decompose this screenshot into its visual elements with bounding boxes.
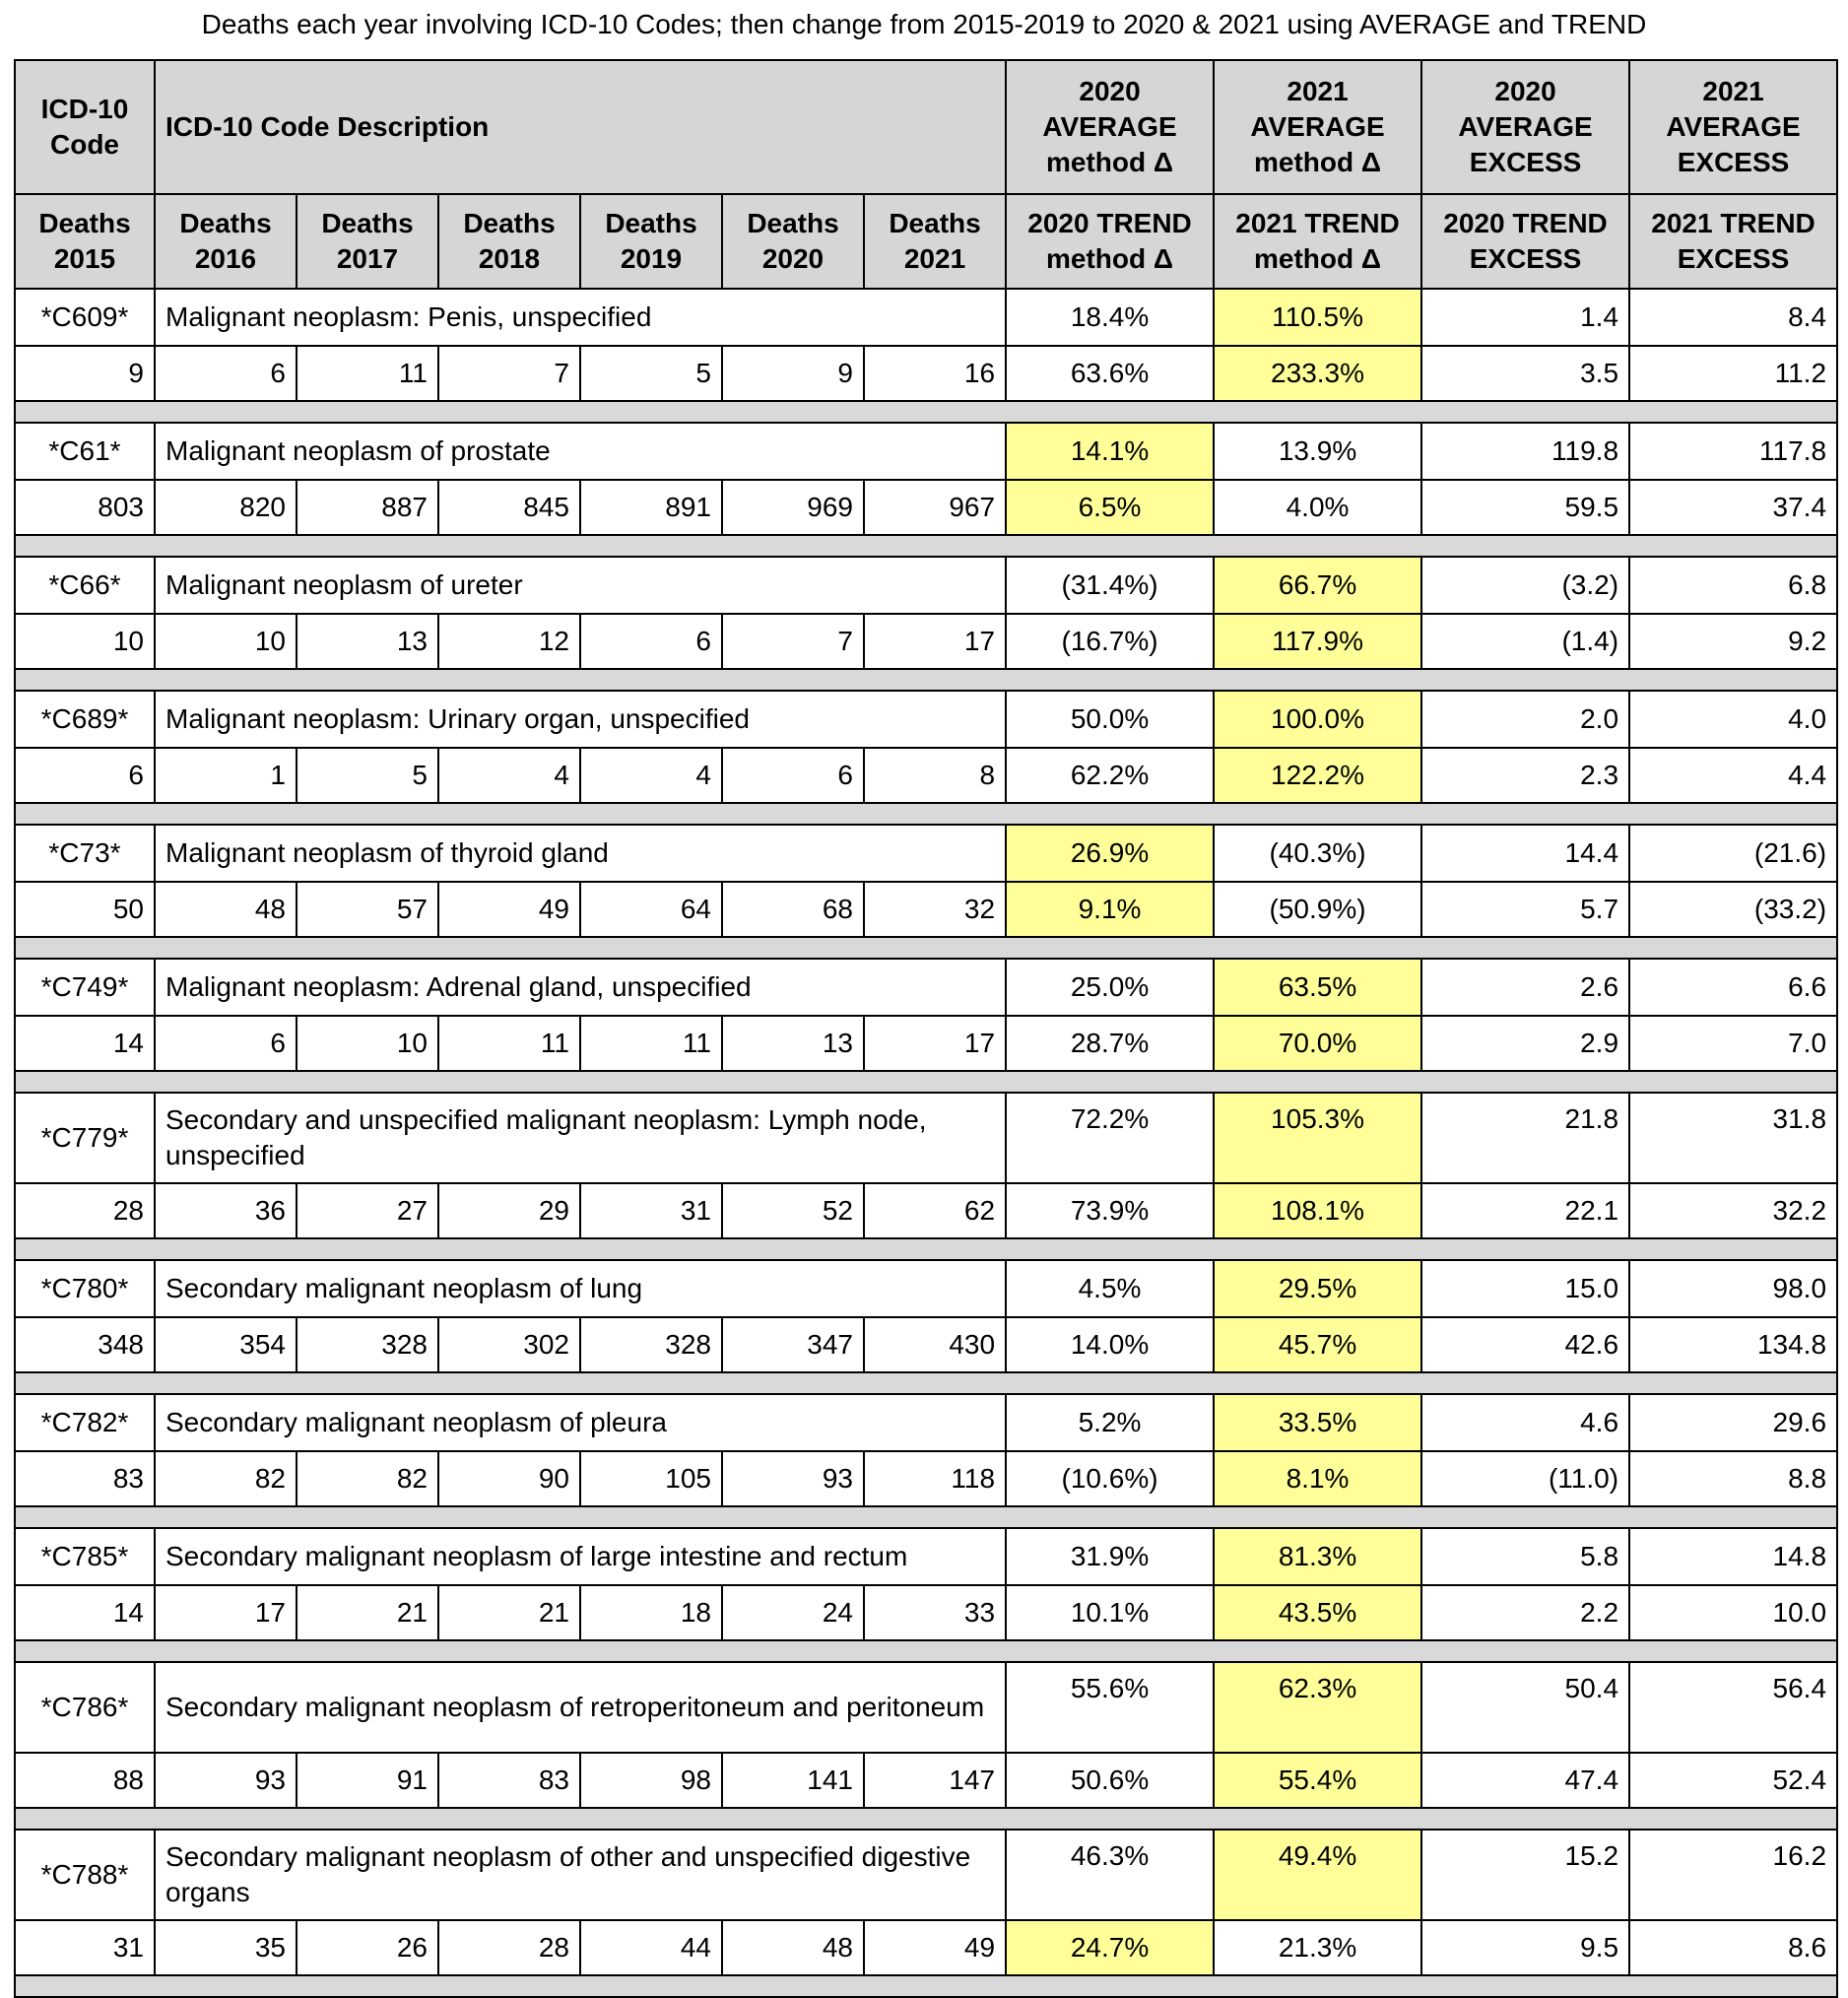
avg-2021-excess: 4.0: [1629, 691, 1837, 748]
header-trend-2020: 2020 TREND method Δ: [1006, 194, 1214, 289]
deaths-2020: 24: [722, 1585, 864, 1640]
avg-2021-change: 49.4%: [1214, 1830, 1421, 1920]
trend-2020-excess: 3.5: [1421, 346, 1629, 401]
deaths-2020: 141: [722, 1753, 864, 1808]
trend-2020-excess: 2.3: [1421, 748, 1629, 803]
avg-2021-excess: 8.4: [1629, 289, 1837, 346]
deaths-2015: 28: [15, 1183, 155, 1238]
separator-cell: [15, 1238, 1837, 1260]
row-separator: [15, 1975, 1837, 1997]
deaths-2019: 11: [580, 1016, 722, 1071]
icd-code: *C786*: [15, 1662, 155, 1753]
deaths-2021: 49: [864, 1920, 1006, 1975]
deaths-2016: 10: [155, 614, 297, 669]
trend-2021-change: 233.3%: [1214, 346, 1421, 401]
avg-2020-excess: 4.6: [1421, 1394, 1629, 1451]
trend-2021-excess: 32.2: [1629, 1183, 1837, 1238]
row-separator: [15, 401, 1837, 423]
code-row: [15, 1528, 1837, 1585]
deaths-2021: 967: [864, 480, 1006, 535]
trend-2020-excess: 22.1: [1421, 1183, 1629, 1238]
deaths-2016: 35: [155, 1920, 297, 1975]
deaths-2021: 430: [864, 1317, 1006, 1372]
row-separator: [15, 803, 1837, 825]
code-row: [15, 1662, 1837, 1753]
deaths-2016: 93: [155, 1753, 297, 1808]
header-deaths-2018: Deaths 2018: [438, 194, 580, 289]
code-row: [15, 825, 1837, 882]
deaths-2021: 17: [864, 614, 1006, 669]
trend-2021-change: 45.7%: [1214, 1317, 1421, 1372]
header-deaths-2020: Deaths 2020: [722, 194, 864, 289]
code-description: Secondary and unspecified malignant neoplasm: Lymph node, unspecified: [155, 1093, 1006, 1183]
deaths-2017: 5: [297, 748, 438, 803]
icd-code: *C609*: [15, 289, 155, 346]
header-deaths-2015: Deaths 2015: [15, 194, 155, 289]
trend-2021-change: 43.5%: [1214, 1585, 1421, 1640]
separator-cell: [15, 1808, 1837, 1830]
deaths-2019: 891: [580, 480, 722, 535]
trend-2020-change: (10.6%): [1006, 1451, 1214, 1506]
trend-2020-excess: 5.7: [1421, 882, 1629, 937]
icd-code: *C749*: [15, 959, 155, 1016]
avg-2021-excess: 6.8: [1629, 557, 1837, 614]
code-description: Secondary malignant neoplasm of lung: [155, 1260, 1006, 1317]
trend-2021-excess: 8.8: [1629, 1451, 1837, 1506]
page-title: Deaths each year involving ICD-10 Codes; then change from 2015-2019 to 2020 & 2021 using AVERAGE and TREND: [201, 9, 1647, 39]
deaths-2018: 49: [438, 882, 580, 937]
trend-2021-excess: 9.2: [1629, 614, 1837, 669]
deaths-2020: 6: [722, 748, 864, 803]
header-row-1: [15, 60, 1837, 194]
deaths-2016: 82: [155, 1451, 297, 1506]
deaths-2017: 328: [297, 1317, 438, 1372]
row-separator: [15, 1071, 1837, 1093]
separator-cell: [15, 803, 1837, 825]
deaths-2019: 18: [580, 1585, 722, 1640]
avg-2020-change: 55.6%: [1006, 1662, 1214, 1753]
code-row: [15, 959, 1837, 1016]
header-avg-2020: 2020 AVERAGE method Δ: [1006, 60, 1214, 194]
row-separator: [15, 937, 1837, 959]
deaths-2017: 57: [297, 882, 438, 937]
trend-2021-change: 122.2%: [1214, 748, 1421, 803]
trend-2021-change: 55.4%: [1214, 1753, 1421, 1808]
code-description: Secondary malignant neoplasm of large intestine and rectum: [155, 1528, 1006, 1585]
header-deaths-2019: Deaths 2019: [580, 194, 722, 289]
trend-2020-excess: (11.0): [1421, 1451, 1629, 1506]
row-separator: [15, 535, 1837, 557]
trend-2021-excess: 37.4: [1629, 480, 1837, 535]
trend-2021-change: 8.1%: [1214, 1451, 1421, 1506]
header-avg-2021: 2021 AVERAGE method Δ: [1214, 60, 1421, 194]
trend-2021-change: (50.9%): [1214, 882, 1421, 937]
deaths-2020: 52: [722, 1183, 864, 1238]
avg-2021-excess: 117.8: [1629, 423, 1837, 480]
trend-2021-change: 108.1%: [1214, 1183, 1421, 1238]
trend-2020-excess: 2.2: [1421, 1585, 1629, 1640]
avg-2020-excess: 14.4: [1421, 825, 1629, 882]
deaths-2017: 10: [297, 1016, 438, 1071]
avg-2021-change: 29.5%: [1214, 1260, 1421, 1317]
deaths-2021: 8: [864, 748, 1006, 803]
header-excess-trend-2021: 2021 TREND EXCESS: [1629, 194, 1837, 289]
deaths-2020: 347: [722, 1317, 864, 1372]
deaths-2019: 44: [580, 1920, 722, 1975]
deaths-2019: 4: [580, 748, 722, 803]
avg-2021-excess: 56.4: [1629, 1662, 1837, 1753]
avg-2021-excess: 31.8: [1629, 1093, 1837, 1183]
trend-2020-change: 73.9%: [1006, 1183, 1214, 1238]
trend-2021-excess: 10.0: [1629, 1585, 1837, 1640]
deaths-2020: 48: [722, 1920, 864, 1975]
code-row: [15, 557, 1837, 614]
avg-2020-change: 25.0%: [1006, 959, 1214, 1016]
deaths-2016: 6: [155, 346, 297, 401]
header-excess-avg-2021: 2021 AVERAGE EXCESS: [1629, 60, 1837, 194]
icd-code: *C689*: [15, 691, 155, 748]
avg-2020-change: 5.2%: [1006, 1394, 1214, 1451]
avg-2021-change: 110.5%: [1214, 289, 1421, 346]
row-separator: [15, 1506, 1837, 1528]
avg-2020-change: 50.0%: [1006, 691, 1214, 748]
deaths-2018: 83: [438, 1753, 580, 1808]
avg-2020-excess: 50.4: [1421, 1662, 1629, 1753]
deaths-row: [15, 748, 1837, 803]
code-row: [15, 289, 1837, 346]
deaths-2019: 328: [580, 1317, 722, 1372]
trend-2020-change: 9.1%: [1006, 882, 1214, 937]
row-separator: [15, 1372, 1837, 1394]
avg-2020-change: 31.9%: [1006, 1528, 1214, 1585]
deaths-2016: 1: [155, 748, 297, 803]
deaths-2017: 91: [297, 1753, 438, 1808]
avg-2021-excess: 29.6: [1629, 1394, 1837, 1451]
avg-2021-excess: (21.6): [1629, 825, 1837, 882]
separator-cell: [15, 1640, 1837, 1662]
deaths-2018: 4: [438, 748, 580, 803]
icd-code: *C73*: [15, 825, 155, 882]
trend-2020-change: 62.2%: [1006, 748, 1214, 803]
trend-2020-excess: 9.5: [1421, 1920, 1629, 1975]
avg-2020-change: 4.5%: [1006, 1260, 1214, 1317]
code-row: [15, 691, 1837, 748]
deaths-row: [15, 614, 1837, 669]
deaths-2019: 105: [580, 1451, 722, 1506]
code-description: Malignant neoplasm: Penis, unspecified: [155, 289, 1006, 346]
deaths-2021: 62: [864, 1183, 1006, 1238]
code-description: Secondary malignant neoplasm of other and unspecified digestive organs: [155, 1830, 1006, 1920]
deaths-row: [15, 346, 1837, 401]
deaths-row: [15, 1183, 1837, 1238]
icd10-deaths-table: [14, 59, 1838, 1998]
trend-2021-excess: 11.2: [1629, 346, 1837, 401]
deaths-2020: 68: [722, 882, 864, 937]
deaths-row: [15, 1016, 1837, 1071]
deaths-row: [15, 1920, 1837, 1975]
avg-2020-change: (31.4%): [1006, 557, 1214, 614]
deaths-row: [15, 480, 1837, 535]
deaths-2018: 12: [438, 614, 580, 669]
header-trend-2021: 2021 TREND method Δ: [1214, 194, 1421, 289]
deaths-2020: 93: [722, 1451, 864, 1506]
deaths-2018: 29: [438, 1183, 580, 1238]
separator-cell: [15, 1975, 1837, 1997]
deaths-2016: 820: [155, 480, 297, 535]
code-row: [15, 1093, 1837, 1183]
trend-2021-change: 70.0%: [1214, 1016, 1421, 1071]
icd-code: *C785*: [15, 1528, 155, 1585]
deaths-2019: 31: [580, 1183, 722, 1238]
deaths-2018: 28: [438, 1920, 580, 1975]
trend-2020-change: 24.7%: [1006, 1920, 1214, 1975]
deaths-row: [15, 1753, 1837, 1808]
avg-2020-excess: 2.0: [1421, 691, 1629, 748]
code-row: [15, 1260, 1837, 1317]
code-row: [15, 423, 1837, 480]
trend-2020-change: 10.1%: [1006, 1585, 1214, 1640]
deaths-2015: 50: [15, 882, 155, 937]
trend-2020-change: (16.7%): [1006, 614, 1214, 669]
trend-2020-excess: (1.4): [1421, 614, 1629, 669]
avg-2020-change: 46.3%: [1006, 1830, 1214, 1920]
avg-2021-change: 105.3%: [1214, 1093, 1421, 1183]
avg-2020-excess: 21.8: [1421, 1093, 1629, 1183]
avg-2020-change: 14.1%: [1006, 423, 1214, 480]
icd-code: *C61*: [15, 423, 155, 480]
trend-2020-change: 28.7%: [1006, 1016, 1214, 1071]
deaths-2021: 17: [864, 1016, 1006, 1071]
row-separator: [15, 1238, 1837, 1260]
deaths-2019: 5: [580, 346, 722, 401]
header-deaths-2017: Deaths 2017: [297, 194, 438, 289]
code-description: Malignant neoplasm of prostate: [155, 423, 1006, 480]
avg-2021-change: (40.3%): [1214, 825, 1421, 882]
header-description: ICD-10 Code Description: [155, 60, 1006, 194]
icd-code: *C779*: [15, 1093, 155, 1183]
deaths-2015: 348: [15, 1317, 155, 1372]
trend-2021-excess: 8.6: [1629, 1920, 1837, 1975]
separator-cell: [15, 937, 1837, 959]
code-description: Secondary malignant neoplasm of pleura: [155, 1394, 1006, 1451]
avg-2020-change: 26.9%: [1006, 825, 1214, 882]
deaths-2018: 845: [438, 480, 580, 535]
avg-2020-excess: 5.8: [1421, 1528, 1629, 1585]
trend-2021-excess: (33.2): [1629, 882, 1837, 937]
code-row: [15, 1394, 1837, 1451]
icd-code: *C780*: [15, 1260, 155, 1317]
trend-2021-change: 21.3%: [1214, 1920, 1421, 1975]
code-description: Secondary malignant neoplasm of retroperitoneum and peritoneum: [155, 1662, 1006, 1753]
deaths-2015: 803: [15, 480, 155, 535]
deaths-row: [15, 882, 1837, 937]
deaths-2020: 7: [722, 614, 864, 669]
deaths-row: [15, 1317, 1837, 1372]
trend-2020-change: 14.0%: [1006, 1317, 1214, 1372]
row-separator: [15, 669, 1837, 691]
trend-2021-excess: 7.0: [1629, 1016, 1837, 1071]
separator-cell: [15, 669, 1837, 691]
deaths-2015: 6: [15, 748, 155, 803]
header-excess-avg-2020: 2020 AVERAGE EXCESS: [1421, 60, 1629, 194]
deaths-2017: 887: [297, 480, 438, 535]
deaths-2020: 9: [722, 346, 864, 401]
deaths-2021: 147: [864, 1753, 1006, 1808]
avg-2021-excess: 6.6: [1629, 959, 1837, 1016]
trend-2020-excess: 59.5: [1421, 480, 1629, 535]
separator-cell: [15, 1071, 1837, 1093]
deaths-2016: 6: [155, 1016, 297, 1071]
avg-2020-change: 18.4%: [1006, 289, 1214, 346]
icd-code: *C788*: [15, 1830, 155, 1920]
deaths-2015: 10: [15, 614, 155, 669]
code-description: Malignant neoplasm of thyroid gland: [155, 825, 1006, 882]
avg-2021-change: 81.3%: [1214, 1528, 1421, 1585]
deaths-2017: 21: [297, 1585, 438, 1640]
separator-cell: [15, 1506, 1837, 1528]
avg-2020-change: 72.2%: [1006, 1093, 1214, 1183]
header-deaths-2021: Deaths 2021: [864, 194, 1006, 289]
deaths-2016: 36: [155, 1183, 297, 1238]
icd-code: *C782*: [15, 1394, 155, 1451]
deaths-2021: 33: [864, 1585, 1006, 1640]
deaths-2017: 82: [297, 1451, 438, 1506]
avg-2021-change: 100.0%: [1214, 691, 1421, 748]
avg-2021-change: 63.5%: [1214, 959, 1421, 1016]
deaths-2019: 98: [580, 1753, 722, 1808]
code-description: Malignant neoplasm: Urinary organ, unspecified: [155, 691, 1006, 748]
avg-2021-change: 33.5%: [1214, 1394, 1421, 1451]
row-separator: [15, 1808, 1837, 1830]
avg-2021-excess: 98.0: [1629, 1260, 1837, 1317]
avg-2020-excess: 119.8: [1421, 423, 1629, 480]
deaths-row: [15, 1585, 1837, 1640]
deaths-2018: 90: [438, 1451, 580, 1506]
avg-2021-excess: 16.2: [1629, 1830, 1837, 1920]
deaths-2016: 17: [155, 1585, 297, 1640]
separator-cell: [15, 401, 1837, 423]
deaths-2016: 48: [155, 882, 297, 937]
trend-2020-excess: 2.9: [1421, 1016, 1629, 1071]
deaths-2017: 13: [297, 614, 438, 669]
avg-2020-excess: 2.6: [1421, 959, 1629, 1016]
avg-2021-change: 13.9%: [1214, 423, 1421, 480]
deaths-2019: 64: [580, 882, 722, 937]
deaths-2015: 88: [15, 1753, 155, 1808]
deaths-2017: 27: [297, 1183, 438, 1238]
trend-2020-change: 6.5%: [1006, 480, 1214, 535]
icd-code: *C66*: [15, 557, 155, 614]
deaths-2019: 6: [580, 614, 722, 669]
code-description: Malignant neoplasm: Adrenal gland, unspecified: [155, 959, 1006, 1016]
deaths-2018: 21: [438, 1585, 580, 1640]
avg-2020-excess: 1.4: [1421, 289, 1629, 346]
header-excess-trend-2020: 2020 TREND EXCESS: [1421, 194, 1629, 289]
deaths-2018: 7: [438, 346, 580, 401]
avg-2021-change: 62.3%: [1214, 1662, 1421, 1753]
trend-2021-excess: 52.4: [1629, 1753, 1837, 1808]
deaths-2018: 302: [438, 1317, 580, 1372]
header-deaths-2016: Deaths 2016: [155, 194, 297, 289]
deaths-2018: 11: [438, 1016, 580, 1071]
code-description: Malignant neoplasm of ureter: [155, 557, 1006, 614]
header-row-2: [15, 194, 1837, 289]
trend-2020-excess: 42.6: [1421, 1317, 1629, 1372]
deaths-2021: 32: [864, 882, 1006, 937]
deaths-2021: 16: [864, 346, 1006, 401]
deaths-2016: 354: [155, 1317, 297, 1372]
trend-2020-change: 63.6%: [1006, 346, 1214, 401]
deaths-2017: 26: [297, 1920, 438, 1975]
deaths-2015: 14: [15, 1016, 155, 1071]
separator-cell: [15, 1372, 1837, 1394]
avg-2020-excess: (3.2): [1421, 557, 1629, 614]
avg-2021-change: 66.7%: [1214, 557, 1421, 614]
deaths-2015: 9: [15, 346, 155, 401]
deaths-2015: 83: [15, 1451, 155, 1506]
trend-2021-change: 4.0%: [1214, 480, 1421, 535]
deaths-2015: 14: [15, 1585, 155, 1640]
trend-2021-change: 117.9%: [1214, 614, 1421, 669]
trend-2021-excess: 4.4: [1629, 748, 1837, 803]
avg-2021-excess: 14.8: [1629, 1528, 1837, 1585]
deaths-2020: 13: [722, 1016, 864, 1071]
deaths-2021: 118: [864, 1451, 1006, 1506]
avg-2020-excess: 15.2: [1421, 1830, 1629, 1920]
header-code: ICD-10 Code: [15, 60, 155, 194]
separator-cell: [15, 535, 1837, 557]
code-row: [15, 1830, 1837, 1920]
trend-2021-excess: 134.8: [1629, 1317, 1837, 1372]
deaths-row: [15, 1451, 1837, 1506]
deaths-2015: 31: [15, 1920, 155, 1975]
deaths-2017: 11: [297, 346, 438, 401]
trend-2020-change: 50.6%: [1006, 1753, 1214, 1808]
trend-2020-excess: 47.4: [1421, 1753, 1629, 1808]
row-separator: [15, 1640, 1837, 1662]
avg-2020-excess: 15.0: [1421, 1260, 1629, 1317]
deaths-2020: 969: [722, 480, 864, 535]
